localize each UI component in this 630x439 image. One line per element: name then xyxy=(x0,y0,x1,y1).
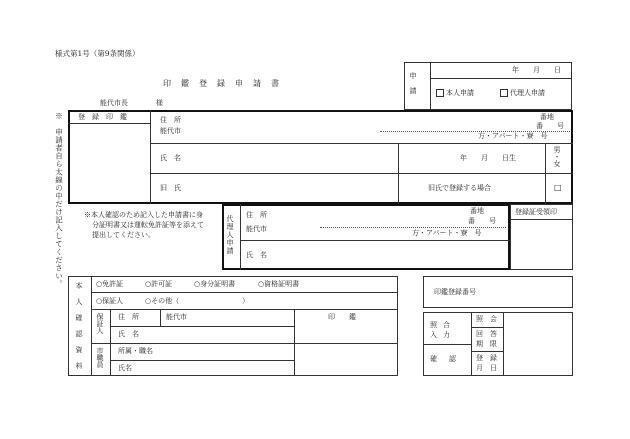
guarantor-seal-label: 印 鑑 xyxy=(328,313,356,321)
birth-date: 年 月 日生 xyxy=(460,154,516,162)
checkbox-icon[interactable] xyxy=(500,89,508,97)
proxy-apartment-label: 方・アパート・寮 号 xyxy=(412,229,482,237)
proxy-address-label: 住 所 xyxy=(246,211,267,219)
proxy-note-line3: 提出してください。 xyxy=(92,231,155,239)
proxy-label: 代理人申請 xyxy=(226,215,234,255)
inquiry-label: 照 会 xyxy=(476,315,497,323)
guarantor-name-label: 氏 名 xyxy=(118,330,139,338)
self-application-label: 本人申請 xyxy=(446,89,474,97)
name-label: 氏 名 xyxy=(160,154,181,162)
go-label: 番 号 xyxy=(536,122,564,130)
former-name-label: 旧 氏 xyxy=(160,184,181,192)
gender-label: 男・女 xyxy=(553,146,561,167)
proxy-city-name: 能代市 xyxy=(246,225,267,233)
former-name-note: 旧氏で登録する場合 xyxy=(428,184,491,192)
guarantor-address-label: 住 所 xyxy=(118,313,139,321)
guarantor-label: 保証人 xyxy=(96,313,104,334)
id-option-certificate[interactable]: ○資格証明書 xyxy=(258,280,300,288)
receipt-label: 登録証受領印 xyxy=(515,208,557,216)
register-label: 登 録 xyxy=(476,354,497,362)
guarantor-city: 能代市 xyxy=(166,313,187,321)
banchi-label: 番地 xyxy=(540,113,554,121)
self-application-option[interactable] xyxy=(436,89,474,97)
addressee: 能代市長 様 xyxy=(100,99,163,107)
page-title: 印 鑑 登 録 申 請 書 xyxy=(163,79,280,88)
proxy-application-option[interactable] xyxy=(500,89,545,97)
former-name-checkbox[interactable]: □ xyxy=(554,183,562,192)
checkbox-icon[interactable] xyxy=(436,89,444,97)
deadline-label: 期 限 xyxy=(476,340,497,348)
proxy-banchi-label: 番地 xyxy=(470,207,484,215)
application-date: 年 月 日 xyxy=(512,66,561,74)
form-number: 様式第1号（第9条関係） xyxy=(55,49,140,58)
proxy-note-line1: ※本人確認のため記入した申請書に身 xyxy=(84,211,203,219)
address-label: 住 所 xyxy=(160,116,181,124)
application-label: 申請 xyxy=(409,72,417,102)
staff-label: 市職員 xyxy=(96,347,104,368)
apartment-label: 方・アパート・寮 号 xyxy=(478,132,548,140)
staff-dept-label: 所属・職名 xyxy=(118,347,153,355)
answer-label: 回 答 xyxy=(476,330,497,338)
proxy-application-label: 代理人申請 xyxy=(510,89,545,97)
side-note: ※ 申請者自ら太線の中だけ記入してください。 xyxy=(54,112,64,288)
id-option-id-card[interactable]: ○身分証明書 xyxy=(194,280,236,288)
identity-label: 本人確認資料 xyxy=(75,282,83,378)
seal-label: 登 録 印 鑑 xyxy=(78,113,127,121)
proxy-go-label: 番 号 xyxy=(468,217,496,225)
verify-input-label: 照合入力 xyxy=(430,321,456,339)
seal-number-label: 印鑑登録番号 xyxy=(434,288,476,296)
id-option-license[interactable]: ○免許証 xyxy=(96,280,124,288)
confirm-label: 確認 xyxy=(430,355,468,363)
id-option-permit[interactable]: ○許可証 xyxy=(145,280,173,288)
id-option-guarantor[interactable]: ○保証人 xyxy=(96,297,124,305)
id-option-other[interactable]: ○その他（ ） xyxy=(145,297,250,305)
proxy-note-line2: 分証明書又は運転免許証等を添えて xyxy=(92,221,204,229)
month-day-label: 月 日 xyxy=(476,364,497,372)
city-name: 能代市 xyxy=(160,127,181,135)
proxy-name-label: 氏 名 xyxy=(246,251,267,259)
staff-name-label: 氏名 xyxy=(118,364,132,372)
